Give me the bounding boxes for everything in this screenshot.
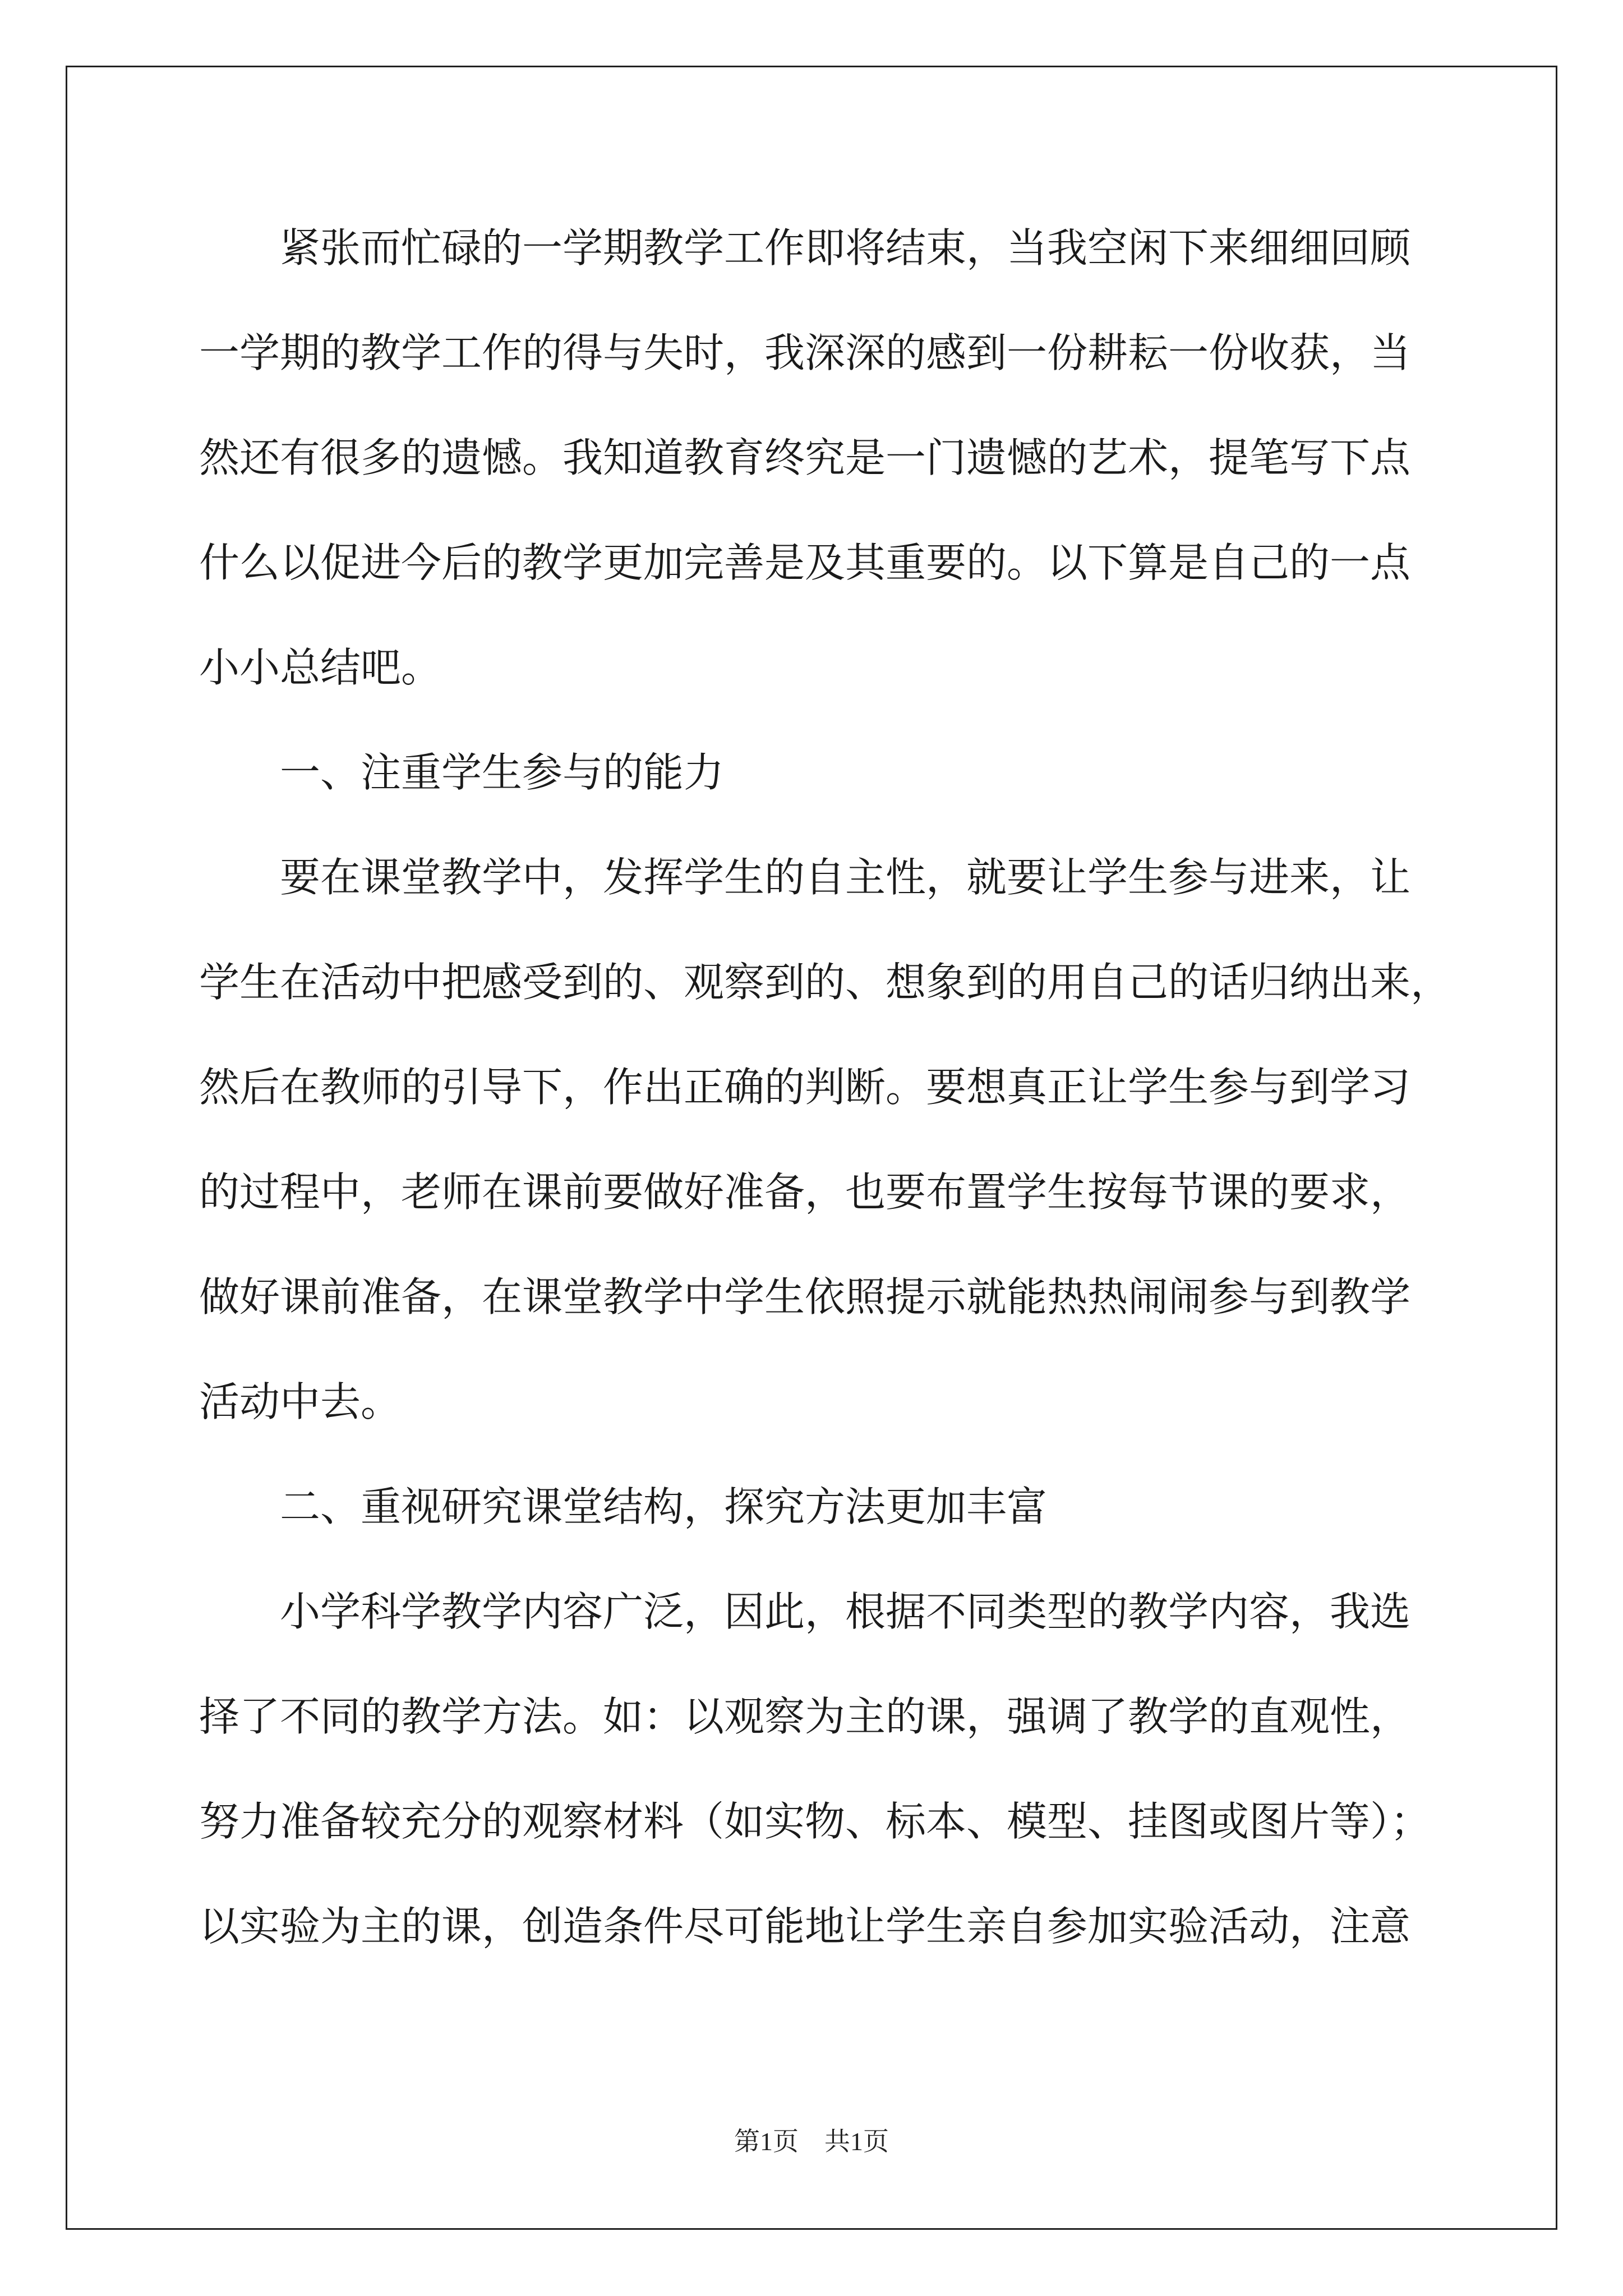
text-line: 做好课前准备，在课堂教学中学生依照提示就能热热闹闹参与到教学	[199, 1273, 1411, 1320]
text-line: 小小总结吧。	[199, 644, 442, 691]
text-line: 活动中去。	[199, 1378, 402, 1425]
text-line: 要在课堂教学中，发挥学生的自主性，就要让学生参与进来，让	[199, 854, 1411, 901]
text-line: 然还有很多的遗憾。我知道教育终究是一门遗憾的艺术，提笔写下点	[199, 434, 1411, 481]
text-line: 什么以促进今后的教学更加完善是及其重要的。以下算是自己的一点	[199, 539, 1411, 586]
section-heading: 二、重视研究课堂结构，探究方法更加丰富	[199, 1483, 1048, 1530]
text-line: 努力准备较充分的观察材料（如实物、标本、模型、挂图或图片等）；	[199, 1798, 1431, 1845]
text-line: 学生在活动中把感受到的、观察到的、想象到的用自己的话归纳出来，	[199, 959, 1451, 1006]
text-line: 一学期的教学工作的得与失时，我深深的感到一份耕耘一份收获，当	[199, 329, 1411, 376]
text-line: 然后在教师的引导下，作出正确的判断。要想真正让学生参与到学习	[199, 1064, 1411, 1111]
text-line: 择了不同的教学方法。如：以观察为主的课，强调了教学的直观性，	[199, 1693, 1411, 1740]
text-line: 的过程中，老师在课前要做好准备，也要布置学生按每节课的要求，	[199, 1168, 1411, 1216]
document-body	[199, 216, 1451, 1999]
text-line: 以实验为主的课，创造条件尽可能地让学生亲自参加实验活动，注意	[199, 1903, 1411, 1950]
page-footer: 第1页 共1页	[734, 2127, 889, 2156]
text-line: 小学科学教学内容广泛，因此，根据不同类型的教学内容，我选	[199, 1588, 1411, 1635]
section-heading: 一、注重学生参与的能力	[199, 749, 725, 796]
text-line: 紧张而忙碌的一学期教学工作即将结束，当我空闲下来细细回顾	[199, 224, 1411, 272]
